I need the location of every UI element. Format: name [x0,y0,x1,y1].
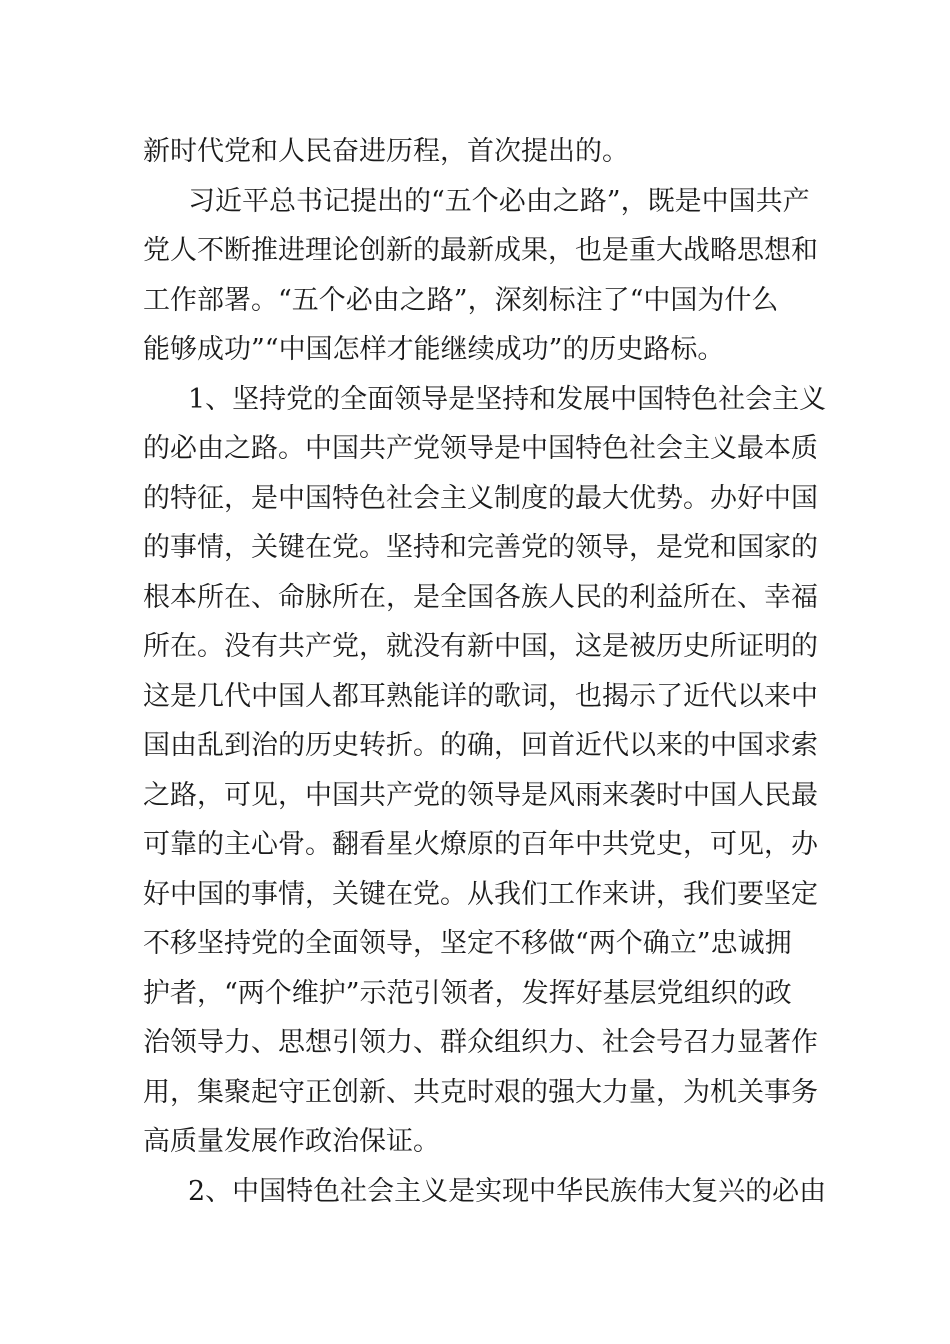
paragraph-line: 党人不断推进理论创新的最新成果，也是重大战略思想和 [143,235,818,266]
paragraph-line: 好中国的事情，关键在党。从我们工作来讲，我们要坚定 [143,878,818,910]
paragraph-line: 能够成功”“中国怎样才能继续成功”的历史路标。 [143,334,725,365]
paragraph-line: 2、中国特色社会主义是实现中华民族伟大复兴的必由 [188,1175,827,1207]
document-body [143,127,827,1216]
paragraph-line: 这是几代中国人都耳熟能详的歌词，也揭示了近代以来中 [143,680,818,712]
paragraph-line: 工作部署。“五个必由之路”，深刻标注了“中国为什么 [143,284,779,316]
paragraph-line: 不移坚持党的全面领导，坚定不移做“两个确立”忠诚拥 [143,928,792,959]
paragraph-line: 之路，可见，中国共产党的领导是风雨来袭时中国人民最 [143,779,818,811]
paragraph-line: 新时代党和人民奋进历程，首次提出的。 [143,136,629,167]
paragraph-line: 的必由之路。中国共产党领导是中国特色社会主义最本质 [143,433,818,464]
paragraph-line: 国由乱到治的历史转折。的确，回首近代以来的中国求索 [143,730,818,761]
paragraph-line: 护者，“两个维护”示范引领者，发挥好基层党组织的政 [143,977,792,1009]
paragraph-line: 习近平总书记提出的“五个必由之路”，既是中国共产 [188,185,810,217]
paragraph-line: 所在。没有共产党，就没有新中国，这是被历史所证明的 [143,631,818,662]
paragraph-line: 根本所在、命脉所在，是全国各族人民的利益所在、幸福 [143,581,818,613]
paragraph-line: 的特征，是中国特色社会主义制度的最大优势。办好中国 [143,482,818,514]
paragraph-line: 高质量发展作政治保证。 [143,1126,440,1157]
paragraph-line: 用，集聚起守正创新、共克时艰的强大力量，为机关事务 [143,1076,818,1108]
paragraph-line: 的事情，关键在党。坚持和完善党的领导，是党和国家的 [143,532,818,563]
paragraph-line: 可靠的主心骨。翻看星火燎原的百年中共党史，可见，办 [143,829,818,860]
paragraph-line: 1、坚持党的全面领导是坚持和发展中国特色社会主义 [188,383,827,415]
paragraph-line: 治领导力、思想引领力、群众组织力、社会号召力显著作 [143,1027,818,1058]
